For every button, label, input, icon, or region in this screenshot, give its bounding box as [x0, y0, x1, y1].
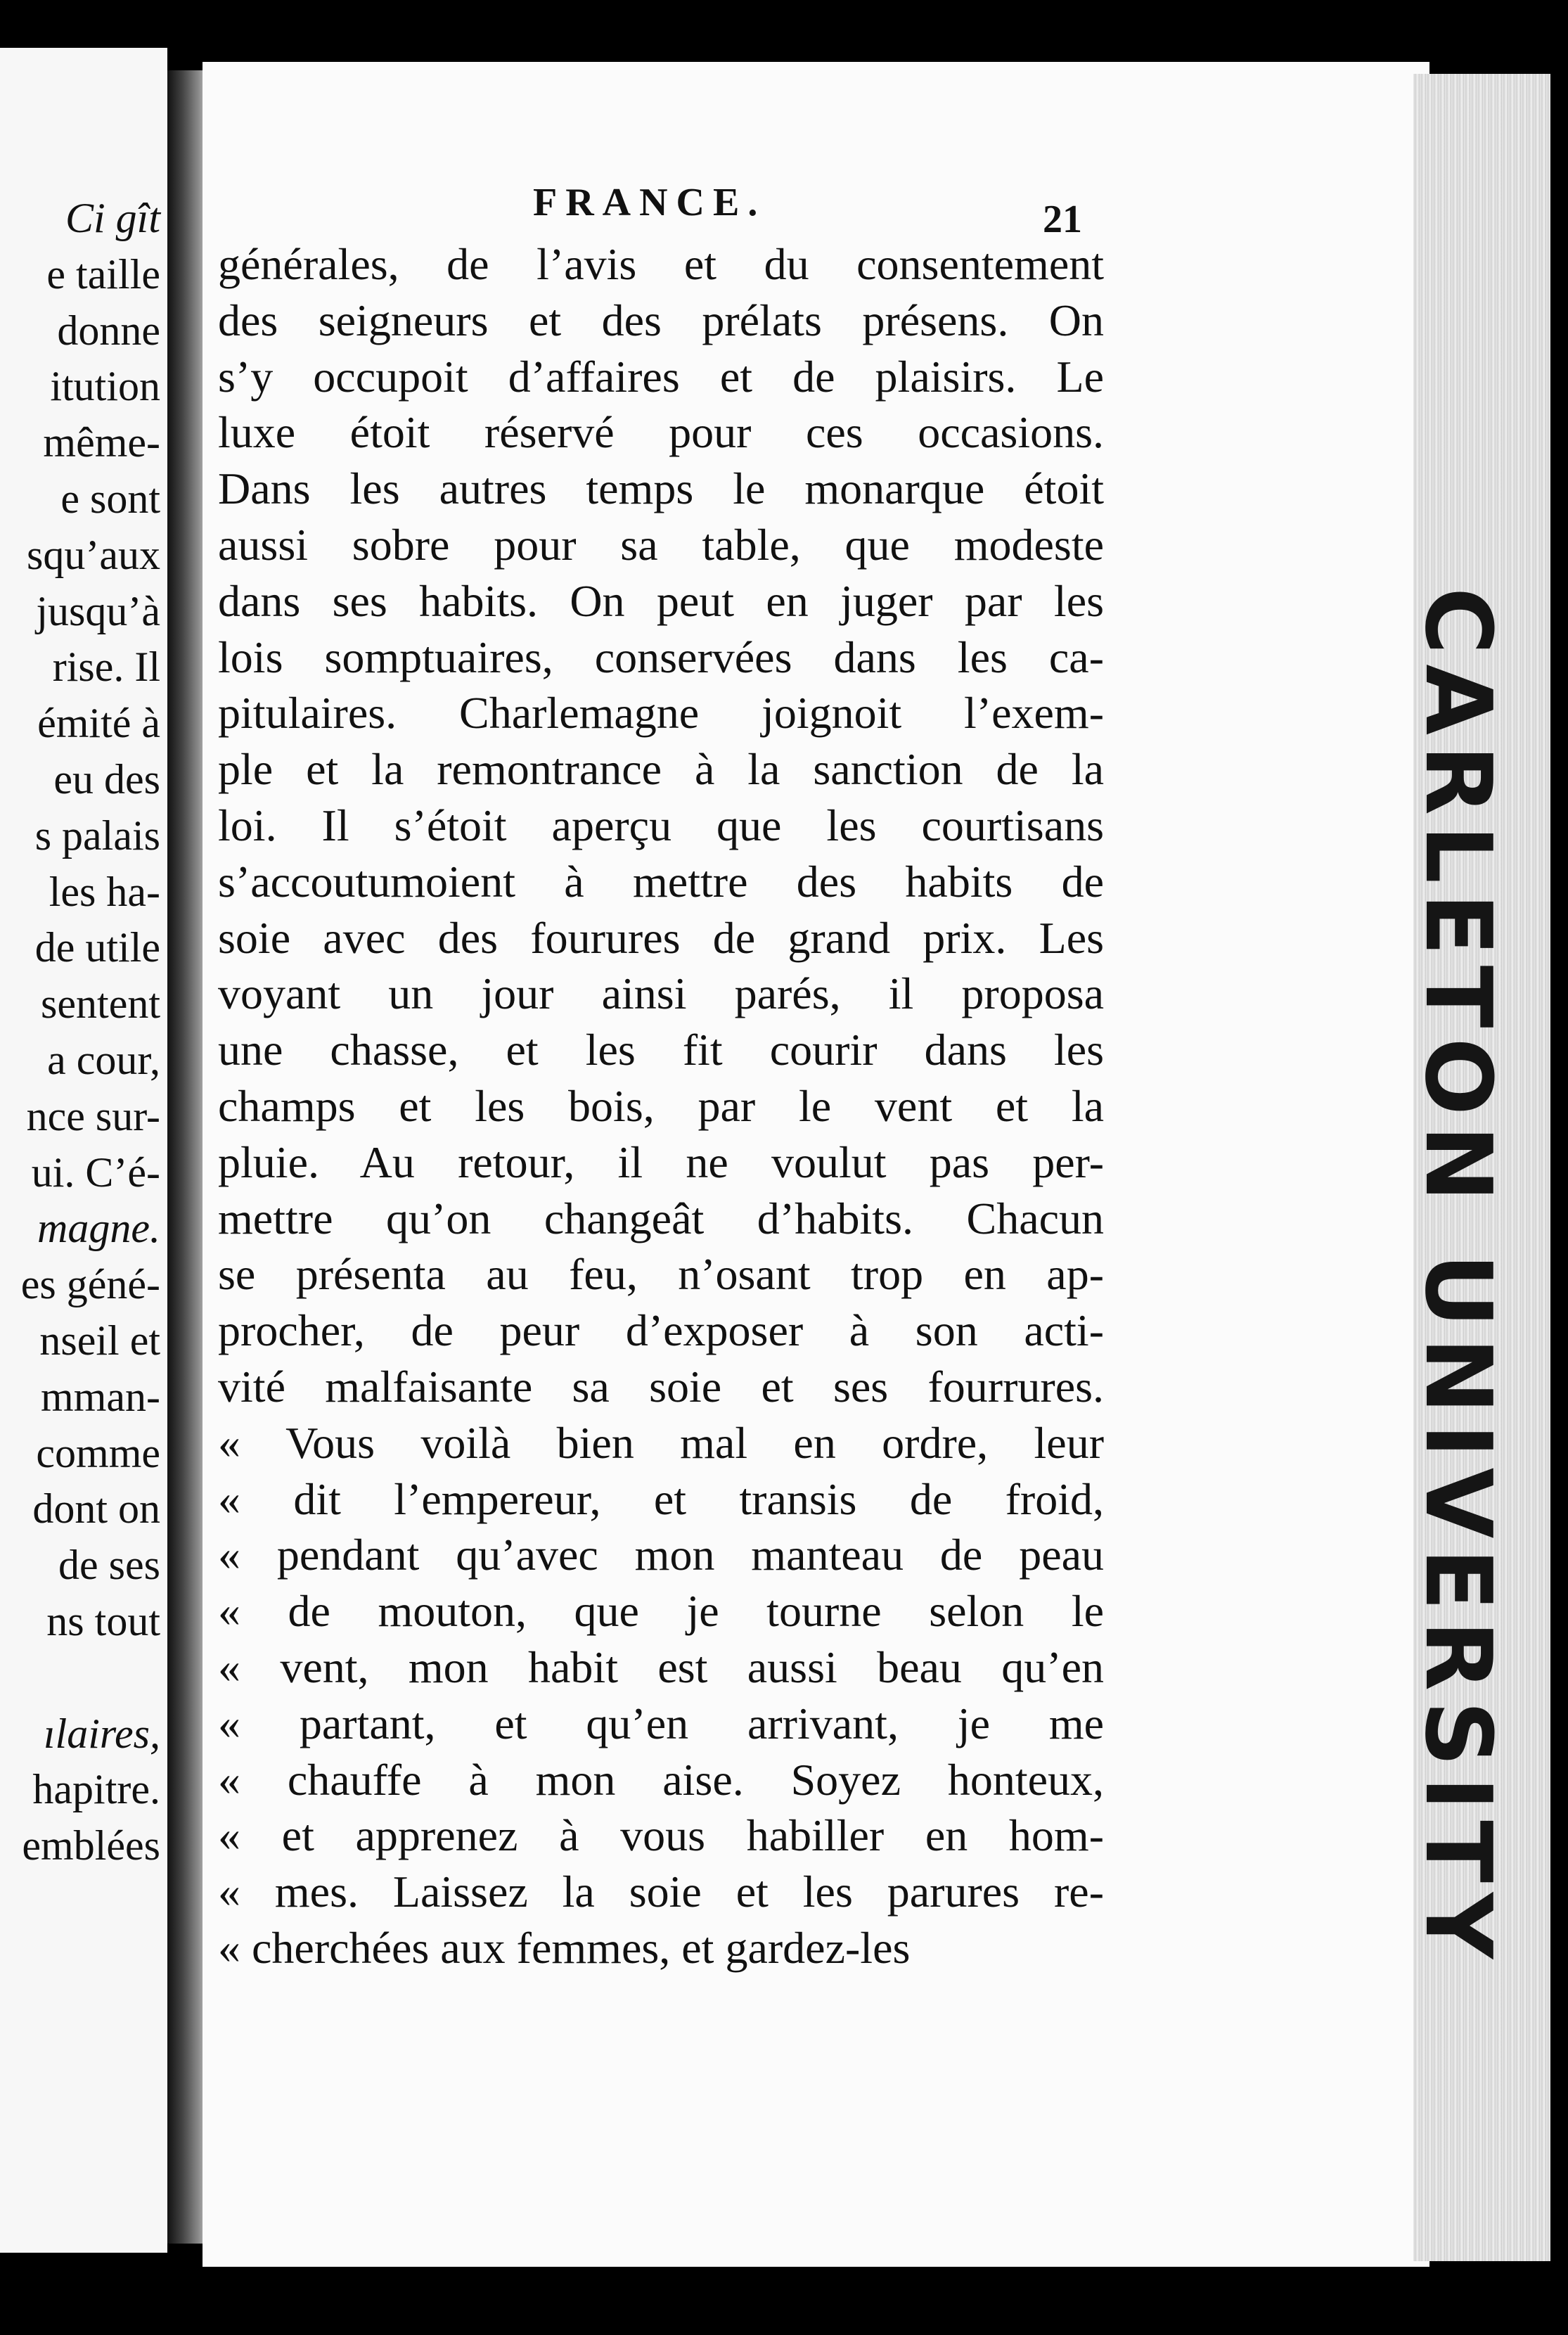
text-line: « partant, et qu’en arrivant, je me — [218, 1698, 1104, 1748]
left-page-line: mman- — [41, 1373, 160, 1420]
page-number: 21 — [1043, 198, 1082, 241]
left-page-line: nce sur- — [26, 1092, 160, 1139]
left-page-line: ui. C’é- — [31, 1149, 160, 1196]
text-line: des seigneurs et des prélats présens. On — [218, 295, 1104, 345]
left-page-line: eu des — [53, 756, 160, 802]
text-line: soie avec des fourures de grand prix. Les — [218, 912, 1104, 963]
text-line: « vent, mon habit est aussi beau qu’en — [218, 1642, 1104, 1692]
text-line: lois somptuaires, conservées dans les ca- — [218, 632, 1104, 682]
text-line: luxe étoit réservé pour ces occasions. — [218, 407, 1104, 458]
text-line: « Vous voilà bien mal en ordre, leur — [218, 1417, 1104, 1468]
text-line: s’accoutumoient à mettre des habits de — [218, 856, 1104, 907]
left-page-line: de utile — [34, 924, 160, 971]
left-page-line: Ci gît — [65, 195, 160, 241]
text-line: pitulaires. Charlemagne joignoit l’exem- — [218, 688, 1104, 738]
left-page-line: jusqu’à — [36, 587, 160, 634]
text-line: Dans les autres temps le monarque étoit — [218, 463, 1104, 514]
left-page-line: magne. — [37, 1205, 160, 1252]
left-page-line: de ses — [58, 1542, 160, 1589]
left-page-line: dont on — [32, 1485, 160, 1533]
left-page-line: a cour, — [47, 1037, 160, 1083]
left-page-fragment — [0, 48, 167, 2253]
text-line: champs et les bois, par le vent et la — [218, 1080, 1104, 1131]
book-page-21 — [203, 62, 1429, 2267]
text-line: « chauffe à mon aise. Soyez honteux, — [218, 1754, 1104, 1805]
text-line: « de mouton, que je tourne selon le — [218, 1586, 1104, 1637]
left-page-line: ılaires, — [43, 1710, 160, 1757]
text-line: ple et la remontrance à la sanction de la — [218, 744, 1104, 795]
text-line: s’y occupoit d’affaires et de plaisirs. Le — [218, 351, 1104, 402]
left-page-line: emblées — [22, 1822, 160, 1869]
text-line: « et apprenez à vous habiller en hom- — [218, 1810, 1104, 1861]
text-line: « mes. Laissez la soie et les parures re- — [218, 1867, 1104, 1917]
text-line: générales, de l’avis et du consentement — [218, 239, 1104, 289]
left-page-line: les ha- — [49, 868, 160, 915]
text-line: se présenta au feu, n’osant trop en ap- — [218, 1249, 1104, 1300]
left-page-line: comme — [36, 1429, 160, 1476]
running-head: FRANCE. — [533, 181, 766, 224]
text-line: une chasse, et les fit courir dans les — [218, 1025, 1104, 1075]
left-page-line: e sont — [60, 475, 160, 522]
left-page-line: itution — [50, 363, 160, 410]
library-stamp: CARLETON UNIVERSITY — [1405, 587, 1512, 1969]
left-page-line: ns tout — [46, 1598, 160, 1644]
left-page-line: sentent — [41, 980, 160, 1028]
text-line: mettre qu’on changeât d’habits. Chacun — [218, 1193, 1104, 1243]
text-line: « pendant qu’avec mon manteau de peau — [218, 1530, 1104, 1580]
left-page-line: donne — [57, 307, 160, 354]
left-page-line: s palais — [34, 812, 160, 859]
left-page-line: nseil et — [39, 1317, 160, 1364]
left-page-line: rise. Il — [52, 644, 160, 691]
left-page-line: squ’aux — [27, 531, 160, 578]
text-line: aussi sobre pour sa table, que modeste — [218, 519, 1104, 570]
text-line: voyant un jour ainsi parés, il proposa — [218, 968, 1104, 1019]
left-page-line: hapitre. — [32, 1766, 160, 1813]
text-line: pluie. Au retour, il ne voulut pas per- — [218, 1137, 1104, 1187]
left-page-line: émité à — [37, 700, 160, 747]
text-line: « cherchées aux femmes, et gardez-les — [218, 1922, 911, 1973]
text-line: « dit l’empereur, et transis de froid, — [218, 1473, 1104, 1524]
left-page-line: même- — [43, 419, 160, 466]
left-page-line: es géné- — [20, 1261, 160, 1308]
left-page-line: e taille — [46, 250, 160, 298]
text-line: vité malfaisante sa soie et ses fourrures. — [218, 1361, 1104, 1412]
text-line: dans ses habits. On peut en juger par les — [218, 575, 1104, 626]
page-body-text — [218, 236, 1104, 1976]
text-line: procher, de peur d’exposer à son acti- — [218, 1305, 1104, 1356]
text-line: loi. Il s’étoit aperçu que les courtisans — [218, 800, 1104, 850]
